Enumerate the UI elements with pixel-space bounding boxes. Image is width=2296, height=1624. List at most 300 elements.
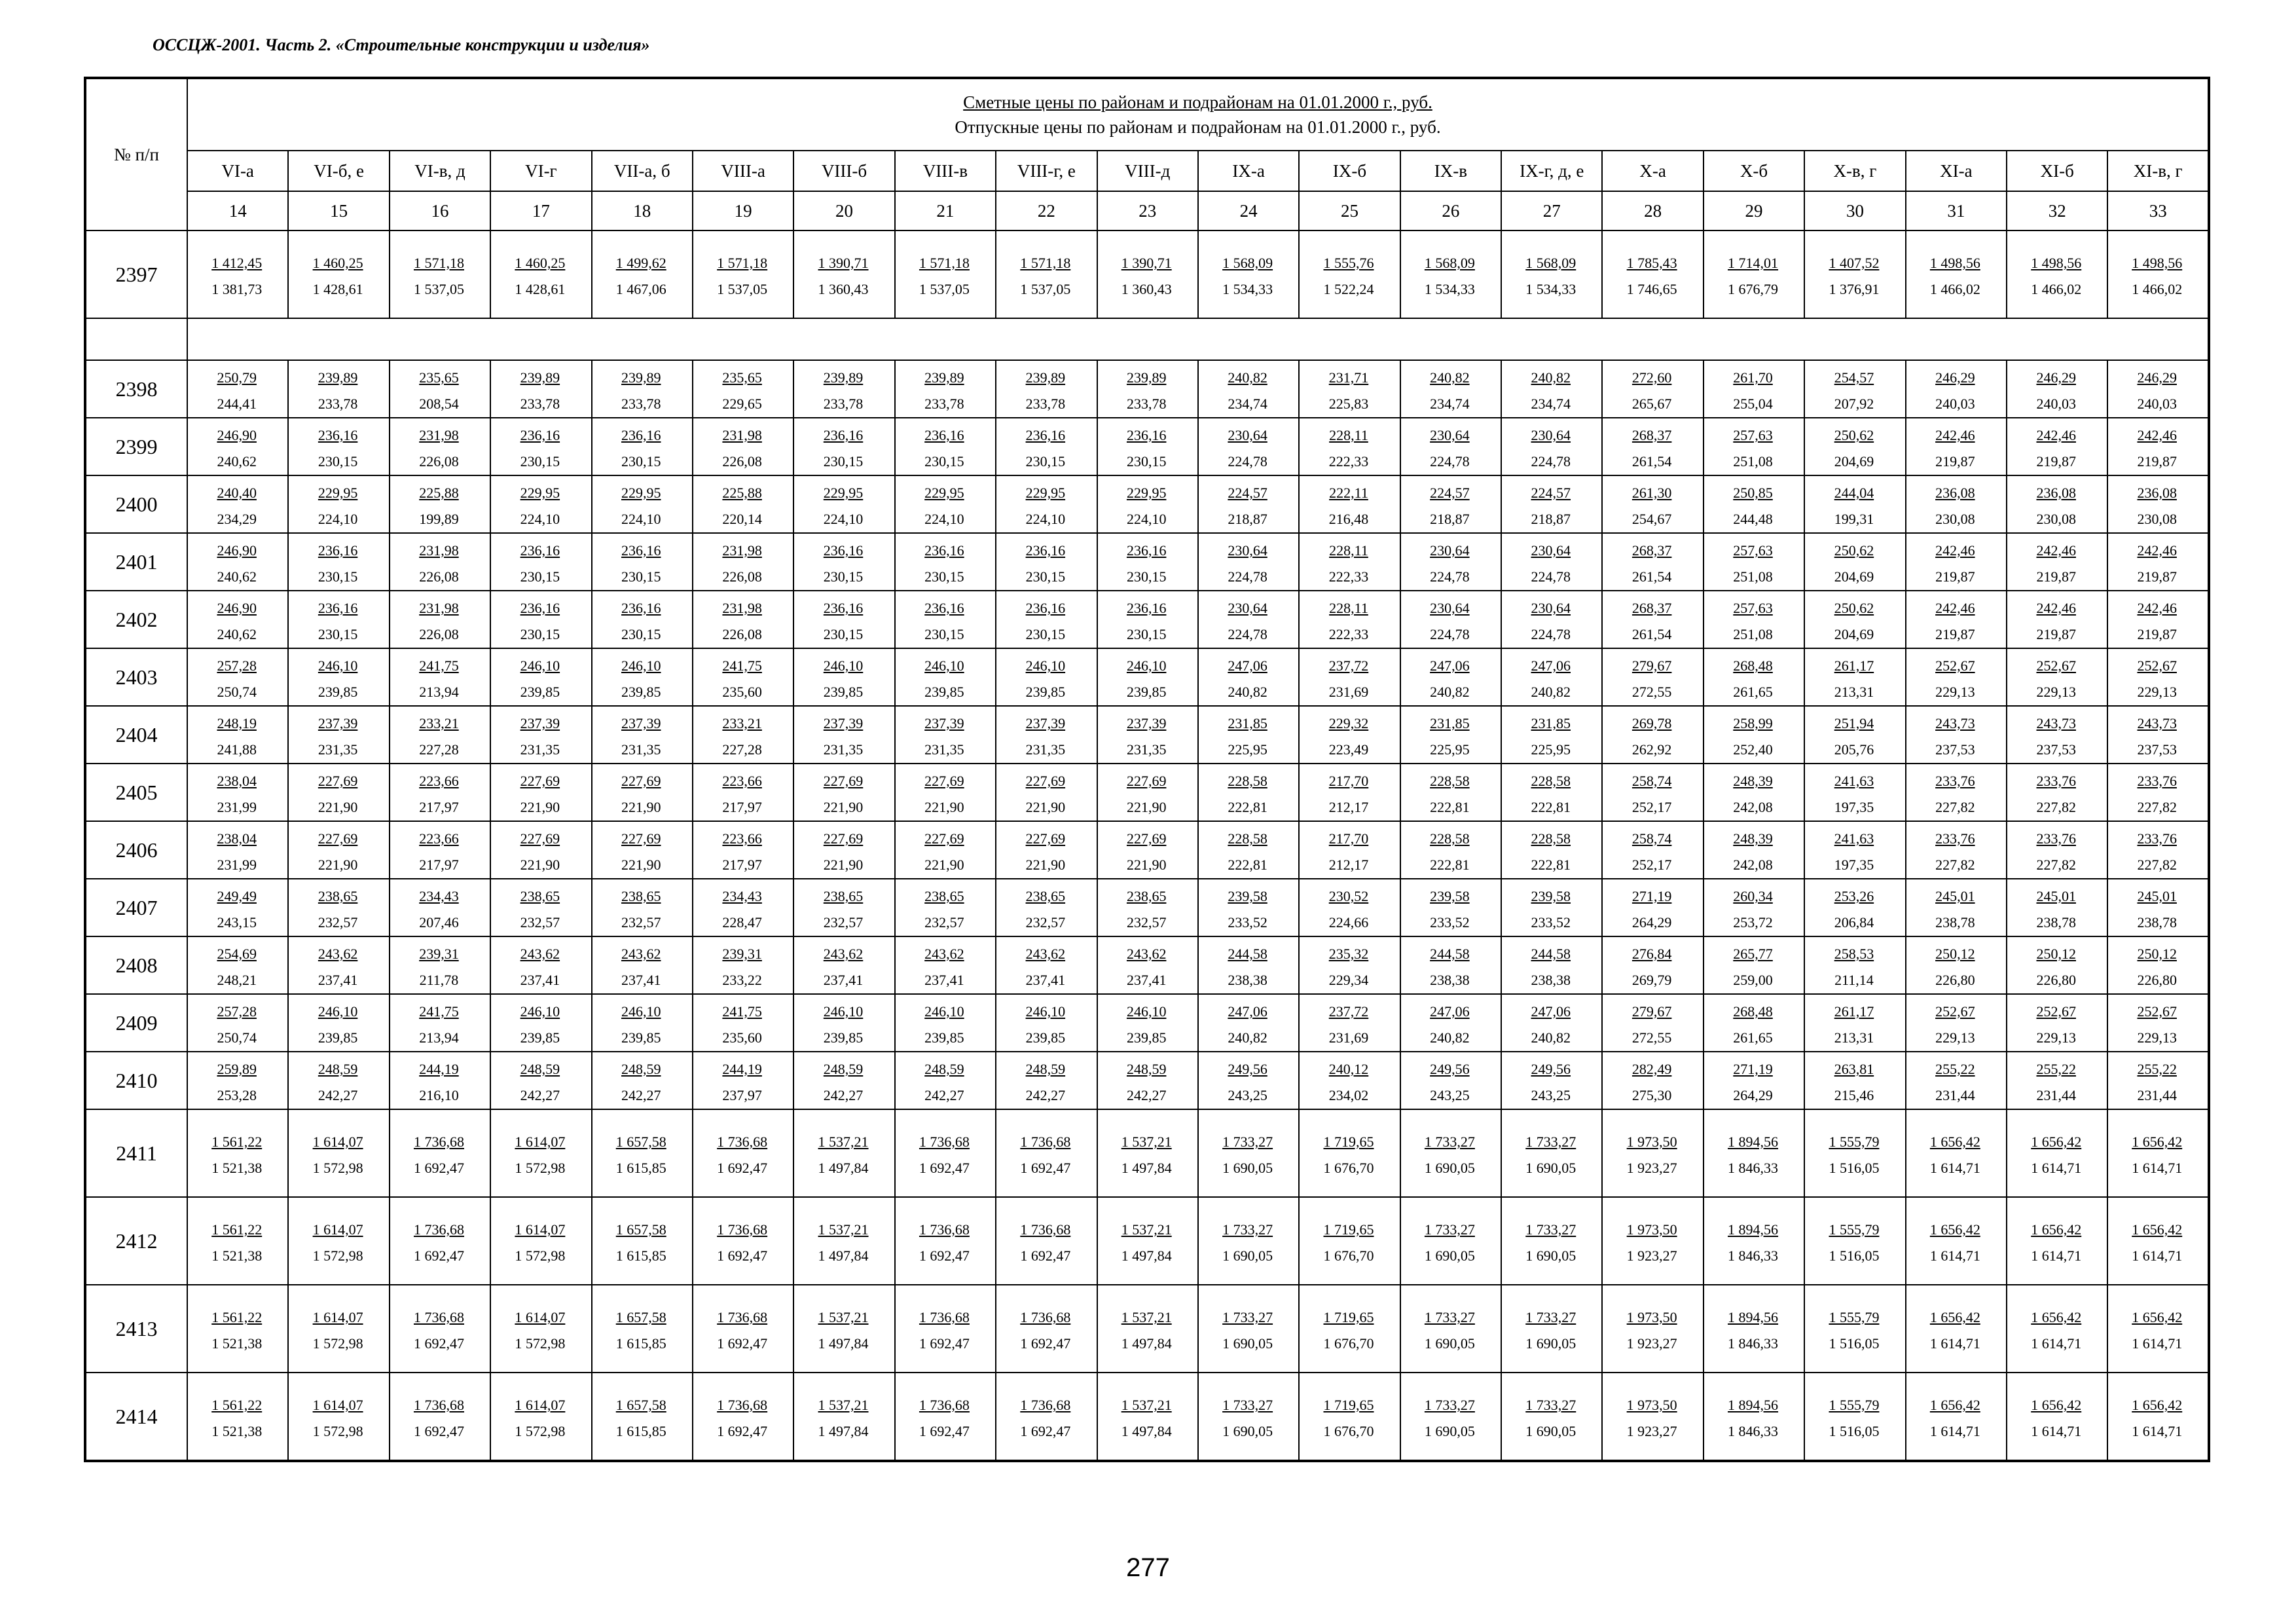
release-price: 221,90 <box>318 857 358 873</box>
price-cell <box>1906 936 2007 994</box>
table-row <box>85 1052 2209 1109</box>
price-cell <box>1299 533 1400 591</box>
estimate-price: 271,19 <box>1733 1061 1773 1077</box>
release-price: 242,27 <box>1025 1087 1066 1103</box>
price-cell <box>1602 1109 1703 1197</box>
release-price: 239,85 <box>924 684 964 700</box>
release-price: 242,27 <box>823 1087 864 1103</box>
price-cell <box>2007 475 2107 533</box>
release-price: 238,38 <box>1430 972 1470 988</box>
estimate-price: 228,58 <box>1228 830 1267 847</box>
table-row <box>85 533 2209 591</box>
release-price: 213,31 <box>1834 684 1874 700</box>
release-price: 213,94 <box>419 684 459 700</box>
release-price: 1 614,71 <box>2031 1335 2082 1352</box>
estimate-price: 1 719,65 <box>1323 1309 1374 1325</box>
release-price: 1 572,98 <box>515 1335 566 1352</box>
price-cell <box>1602 418 1703 475</box>
release-price: 1 692,47 <box>717 1423 768 1439</box>
release-price: 222,81 <box>1531 857 1571 873</box>
price-cell <box>1299 231 1400 318</box>
release-price: 231,69 <box>1328 1029 1369 1046</box>
price-cell <box>1804 231 1905 318</box>
price-cell <box>1804 475 1905 533</box>
price-cell <box>996 1052 1097 1109</box>
release-price: 218,87 <box>1430 511 1470 527</box>
estimate-price: 1 555,79 <box>1829 1134 1880 1150</box>
estimate-price: 238,65 <box>318 888 358 904</box>
release-price: 1 497,84 <box>1121 1335 1172 1352</box>
release-price: 1 676,79 <box>1728 281 1779 297</box>
release-price: 1 690,05 <box>1424 1423 1475 1439</box>
price-cell <box>1097 475 1198 533</box>
estimate-price: 241,63 <box>1834 830 1874 847</box>
estimate-price: 228,11 <box>1329 600 1368 616</box>
release-price: 1 614,71 <box>2031 1423 2082 1439</box>
price-cell <box>1198 821 1299 879</box>
price-cell <box>1804 1197 1905 1285</box>
release-price: 231,99 <box>217 799 257 815</box>
release-price: 238,38 <box>1531 972 1571 988</box>
estimate-price: 268,37 <box>1631 542 1672 559</box>
table-body <box>85 231 2209 1461</box>
estimate-price: 246,10 <box>1025 657 1066 674</box>
estimate-price: 231,98 <box>419 427 459 443</box>
estimate-price: 230,64 <box>1531 542 1571 559</box>
price-cell <box>1299 1373 1400 1461</box>
estimate-price: 238,65 <box>924 888 964 904</box>
price-cell <box>996 879 1097 936</box>
price-cell <box>895 1109 996 1197</box>
price-cell <box>1704 879 1804 936</box>
estimate-price: 257,63 <box>1733 542 1773 559</box>
region-header: IX-в <box>1400 151 1501 191</box>
price-cell <box>390 1052 490 1109</box>
release-price: 231,69 <box>1328 684 1369 700</box>
estimate-price: 255,22 <box>1935 1061 1975 1077</box>
price-cell <box>793 591 894 648</box>
release-price: 227,82 <box>2137 857 2177 873</box>
release-price: 224,10 <box>621 511 661 527</box>
price-cell <box>592 360 693 418</box>
release-price: 239,85 <box>1025 684 1066 700</box>
price-cell <box>1602 1373 1703 1461</box>
release-price: 230,08 <box>1935 511 1975 527</box>
release-price: 227,82 <box>1935 857 1975 873</box>
table-row <box>85 231 2209 318</box>
price-cell <box>996 1285 1097 1373</box>
estimate-price: 231,98 <box>722 542 762 559</box>
release-price: 226,80 <box>1935 972 1975 988</box>
price-cell <box>1602 1052 1703 1109</box>
estimate-price: 242,46 <box>2036 600 2076 616</box>
release-price: 243,25 <box>1228 1087 1267 1103</box>
price-cell <box>1501 418 1602 475</box>
release-price: 239,85 <box>823 684 864 700</box>
release-price: 234,02 <box>1328 1087 1369 1103</box>
estimate-price: 236,16 <box>924 427 964 443</box>
estimate-price: 248,59 <box>621 1061 661 1077</box>
release-price: 224,78 <box>1228 626 1267 642</box>
release-price: 1 690,05 <box>1525 1160 1576 1176</box>
table-row <box>85 706 2209 764</box>
estimate-price: 237,39 <box>318 715 358 731</box>
release-price: 221,90 <box>520 799 560 815</box>
release-price: 1 615,85 <box>615 1423 666 1439</box>
estimate-price: 236,16 <box>1126 427 1167 443</box>
release-price: 1 614,71 <box>2132 1423 2183 1439</box>
estimate-price: 237,72 <box>1328 1003 1369 1020</box>
price-cell <box>1804 936 1905 994</box>
price-cell <box>1906 1197 2007 1285</box>
estimate-price: 1 733,27 <box>1525 1134 1576 1150</box>
release-price: 233,52 <box>1430 914 1470 931</box>
release-price: 224,10 <box>823 511 864 527</box>
estimate-price: 246,10 <box>823 657 864 674</box>
release-price: 1 692,47 <box>1020 1335 1071 1352</box>
price-cell <box>187 1052 288 1109</box>
price-cell <box>592 231 693 318</box>
release-price: 1 614,71 <box>2031 1247 2082 1264</box>
estimate-price: 248,39 <box>1733 773 1773 789</box>
estimate-price: 1 537,21 <box>818 1221 869 1238</box>
release-price: 1 615,85 <box>615 1247 666 1264</box>
release-price: 243,15 <box>217 914 257 931</box>
release-price: 1 614,71 <box>2132 1247 2183 1264</box>
estimate-price: 246,10 <box>621 657 661 674</box>
price-cell <box>1400 936 1501 994</box>
estimate-price: 265,77 <box>1733 946 1773 962</box>
column-index: 14 <box>187 191 288 231</box>
price-cell <box>1299 475 1400 533</box>
release-price: 230,15 <box>621 568 661 585</box>
release-price: 227,82 <box>2137 799 2177 815</box>
release-price: 252,17 <box>1631 799 1672 815</box>
price-cell <box>895 706 996 764</box>
estimate-price: 244,19 <box>419 1061 459 1077</box>
release-price: 1 846,33 <box>1728 1335 1779 1352</box>
price-cell <box>1906 591 2007 648</box>
release-price: 224,78 <box>1430 453 1470 470</box>
estimate-price: 246,10 <box>318 657 358 674</box>
release-price: 254,67 <box>1631 511 1672 527</box>
estimate-price: 242,46 <box>1935 542 1975 559</box>
row-item-number: 2402 <box>85 591 187 648</box>
estimate-price: 227,69 <box>1025 830 1066 847</box>
estimate-price: 236,16 <box>1025 542 1066 559</box>
price-cell <box>1400 821 1501 879</box>
estimate-price: 1 736,68 <box>1020 1397 1071 1413</box>
price-cell <box>996 821 1097 879</box>
price-cell <box>1400 879 1501 936</box>
estimate-price: 1 656,42 <box>2031 1221 2082 1238</box>
estimate-price: 1 714,01 <box>1728 255 1779 271</box>
price-cell <box>2007 1373 2107 1461</box>
price-cell <box>2007 360 2107 418</box>
estimate-price: 237,39 <box>520 715 560 731</box>
price-cell <box>1400 994 1501 1052</box>
release-price: 1 692,47 <box>717 1247 768 1264</box>
estimate-price: 246,10 <box>823 1003 864 1020</box>
estimate-price: 253,26 <box>1834 888 1874 904</box>
price-cell <box>390 1373 490 1461</box>
price-cell <box>288 706 389 764</box>
estimate-price: 250,12 <box>2137 946 2177 962</box>
release-price: 217,97 <box>419 857 459 873</box>
price-cell <box>2007 821 2107 879</box>
release-price: 230,15 <box>520 453 560 470</box>
release-price: 235,60 <box>722 684 762 700</box>
price-cell <box>2007 706 2107 764</box>
release-price: 230,15 <box>1025 626 1066 642</box>
release-price: 240,82 <box>1228 1029 1267 1046</box>
price-cell <box>2007 1197 2107 1285</box>
release-price: 1 690,05 <box>1525 1335 1576 1352</box>
release-price: 223,49 <box>1328 741 1369 758</box>
estimate-price: 231,98 <box>419 600 459 616</box>
price-cell <box>1906 879 2007 936</box>
estimate-price: 250,62 <box>1834 600 1874 616</box>
release-price: 233,78 <box>924 396 964 412</box>
price-cell <box>1804 1109 1905 1197</box>
region-header: VIII-б <box>793 151 894 191</box>
release-price: 240,03 <box>2137 396 2177 412</box>
release-price: 234,74 <box>1430 396 1470 412</box>
price-cell <box>693 1109 793 1197</box>
estimate-price: 236,16 <box>823 600 864 616</box>
release-price: 240,82 <box>1531 1029 1571 1046</box>
estimate-price: 239,89 <box>823 369 864 386</box>
estimate-price: 252,67 <box>1935 1003 1975 1020</box>
release-price: 230,15 <box>924 568 964 585</box>
release-price: 1 614,71 <box>1929 1160 1980 1176</box>
column-index: 26 <box>1400 191 1501 231</box>
release-price: 222,33 <box>1328 453 1369 470</box>
price-cell <box>187 821 288 879</box>
estimate-price: 227,69 <box>924 773 964 789</box>
price-cell <box>1602 1285 1703 1373</box>
price-cell <box>1602 591 1703 648</box>
release-price: 219,87 <box>2036 568 2076 585</box>
release-price: 204,69 <box>1834 626 1874 642</box>
estimate-price: 230,64 <box>1430 542 1470 559</box>
release-price: 237,41 <box>621 972 661 988</box>
release-price: 1 690,05 <box>1222 1160 1273 1176</box>
release-price: 197,35 <box>1834 857 1874 873</box>
release-price: 237,41 <box>823 972 864 988</box>
release-price: 232,57 <box>1025 914 1066 931</box>
price-cell <box>996 533 1097 591</box>
estimate-price: 235,65 <box>419 369 459 386</box>
price-cell <box>390 533 490 591</box>
release-price: 222,81 <box>1430 857 1470 873</box>
price-cell <box>390 879 490 936</box>
estimate-price: 260,34 <box>1733 888 1773 904</box>
price-cell <box>2007 764 2107 821</box>
release-price: 1 572,98 <box>515 1160 566 1176</box>
estimate-price: 252,67 <box>2137 657 2177 674</box>
price-cell <box>693 1285 793 1373</box>
price-cell <box>1501 764 1602 821</box>
column-index: 18 <box>592 191 693 231</box>
price-cell <box>1097 231 1198 318</box>
release-price: 1 615,85 <box>615 1335 666 1352</box>
release-price: 1 614,71 <box>1929 1247 1980 1264</box>
release-price: 1 690,05 <box>1525 1423 1576 1439</box>
release-price: 251,08 <box>1733 568 1773 585</box>
price-cell <box>2107 418 2209 475</box>
estimate-price: 237,39 <box>621 715 661 731</box>
estimate-price: 236,16 <box>318 542 358 559</box>
price-cell <box>2007 1285 2107 1373</box>
estimate-price: 240,40 <box>217 485 257 501</box>
region-header: VI-в, д <box>390 151 490 191</box>
estimate-price: 1 537,21 <box>1121 1397 1172 1413</box>
release-price: 219,87 <box>2137 568 2177 585</box>
price-cell <box>1602 231 1703 318</box>
price-cell <box>1804 994 1905 1052</box>
release-price: 272,55 <box>1631 1029 1672 1046</box>
price-cell <box>996 231 1097 318</box>
release-price: 219,87 <box>2036 453 2076 470</box>
price-cell <box>1906 231 2007 318</box>
price-cell <box>1602 821 1703 879</box>
estimate-price: 239,58 <box>1430 888 1470 904</box>
release-price: 227,28 <box>722 741 762 758</box>
price-cell <box>2107 1052 2209 1109</box>
region-header: X-в, г <box>1804 151 1905 191</box>
price-cell <box>1198 764 1299 821</box>
release-price: 213,31 <box>1834 1029 1874 1046</box>
price-cell <box>2007 418 2107 475</box>
region-header: XI-а <box>1906 151 2007 191</box>
price-cell <box>390 1285 490 1373</box>
estimate-price: 252,67 <box>2036 657 2076 674</box>
release-price: 204,69 <box>1834 568 1874 585</box>
price-cell <box>1804 879 1905 936</box>
estimate-price: 251,94 <box>1834 715 1874 731</box>
release-price: 1 466,02 <box>2132 281 2183 297</box>
region-header: IX-б <box>1299 151 1400 191</box>
release-price: 1 676,70 <box>1323 1335 1374 1352</box>
release-price: 1 692,47 <box>919 1423 970 1439</box>
release-price: 233,52 <box>1228 914 1267 931</box>
estimate-price: 230,64 <box>1228 542 1267 559</box>
release-price: 240,82 <box>1531 684 1571 700</box>
region-header: X-а <box>1602 151 1703 191</box>
price-cell <box>1501 533 1602 591</box>
price-cell <box>1097 360 1198 418</box>
price-cell <box>1602 648 1703 706</box>
release-price: 231,35 <box>318 741 358 758</box>
release-price: 230,15 <box>1025 453 1066 470</box>
price-cell <box>187 994 288 1052</box>
price-cell <box>1097 879 1198 936</box>
release-price: 261,65 <box>1733 684 1773 700</box>
release-price: 229,65 <box>722 396 762 412</box>
release-price: 222,81 <box>1430 799 1470 815</box>
estimate-price: 224,57 <box>1531 485 1571 501</box>
estimate-price: 250,79 <box>217 369 257 386</box>
release-price: 226,08 <box>722 568 762 585</box>
release-price: 1 746,65 <box>1626 281 1677 297</box>
release-price: 1 692,47 <box>413 1160 464 1176</box>
estimate-price: 257,28 <box>217 657 257 674</box>
estimate-price: 1 614,07 <box>312 1397 363 1413</box>
release-price: 1 360,43 <box>1121 281 1172 297</box>
release-price: 208,54 <box>419 396 459 412</box>
release-price: 1 537,05 <box>1020 281 1071 297</box>
estimate-price: 1 894,56 <box>1728 1221 1779 1238</box>
price-cell <box>2107 360 2209 418</box>
estimate-price: 268,37 <box>1631 600 1672 616</box>
estimate-price: 236,16 <box>621 600 661 616</box>
estimate-price: 244,58 <box>1531 946 1571 962</box>
estimate-price: 245,01 <box>2137 888 2177 904</box>
release-price: 232,57 <box>823 914 864 931</box>
estimate-price: 242,46 <box>2137 427 2177 443</box>
estimate-price: 1 656,42 <box>1929 1309 1980 1325</box>
release-price: 240,82 <box>1430 1029 1470 1046</box>
estimate-price: 239,31 <box>419 946 459 962</box>
price-cell <box>2007 648 2107 706</box>
price-cell <box>1804 706 1905 764</box>
estimate-price: 227,69 <box>621 830 661 847</box>
release-price: 1 690,05 <box>1222 1423 1273 1439</box>
price-cell <box>1501 1109 1602 1197</box>
estimate-price: 1 736,68 <box>413 1309 464 1325</box>
estimate-price: 272,60 <box>1631 369 1672 386</box>
price-cell <box>187 1373 288 1461</box>
estimate-price: 1 656,42 <box>1929 1134 1980 1150</box>
release-price: 1 572,98 <box>515 1423 566 1439</box>
row-item-number: 2408 <box>85 936 187 994</box>
column-index: 33 <box>2107 191 2209 231</box>
price-cell <box>187 1197 288 1285</box>
estimate-price: 1 537,21 <box>818 1134 869 1150</box>
price-cell <box>1198 533 1299 591</box>
estimate-price: 236,16 <box>318 600 358 616</box>
estimate-price: 222,11 <box>1329 485 1368 501</box>
release-price: 207,46 <box>419 914 459 931</box>
price-cell <box>1299 1197 1400 1285</box>
estimate-price: 230,64 <box>1430 427 1470 443</box>
estimate-price: 1 719,65 <box>1323 1397 1374 1413</box>
price-cell <box>1804 1052 1905 1109</box>
region-header: XI-б <box>2007 151 2107 191</box>
estimate-price: 257,28 <box>217 1003 257 1020</box>
price-cell <box>2107 1285 2209 1373</box>
price-cell <box>187 706 288 764</box>
table-row <box>85 936 2209 994</box>
price-cell <box>490 1197 591 1285</box>
release-price: 241,88 <box>217 741 257 758</box>
estimate-price: 227,69 <box>1025 773 1066 789</box>
price-cell <box>187 936 288 994</box>
release-price: 251,08 <box>1733 453 1773 470</box>
release-price: 1 690,05 <box>1222 1335 1273 1352</box>
price-cell <box>288 1373 389 1461</box>
release-price: 242,08 <box>1733 799 1773 815</box>
price-cell <box>1804 821 1905 879</box>
price-cell <box>1501 1197 1602 1285</box>
release-price: 224,78 <box>1228 568 1267 585</box>
release-price: 230,15 <box>621 626 661 642</box>
table-row <box>85 418 2209 475</box>
estimate-price: 224,57 <box>1430 485 1470 501</box>
release-price: 237,53 <box>2137 741 2177 758</box>
release-price: 230,15 <box>1025 568 1066 585</box>
